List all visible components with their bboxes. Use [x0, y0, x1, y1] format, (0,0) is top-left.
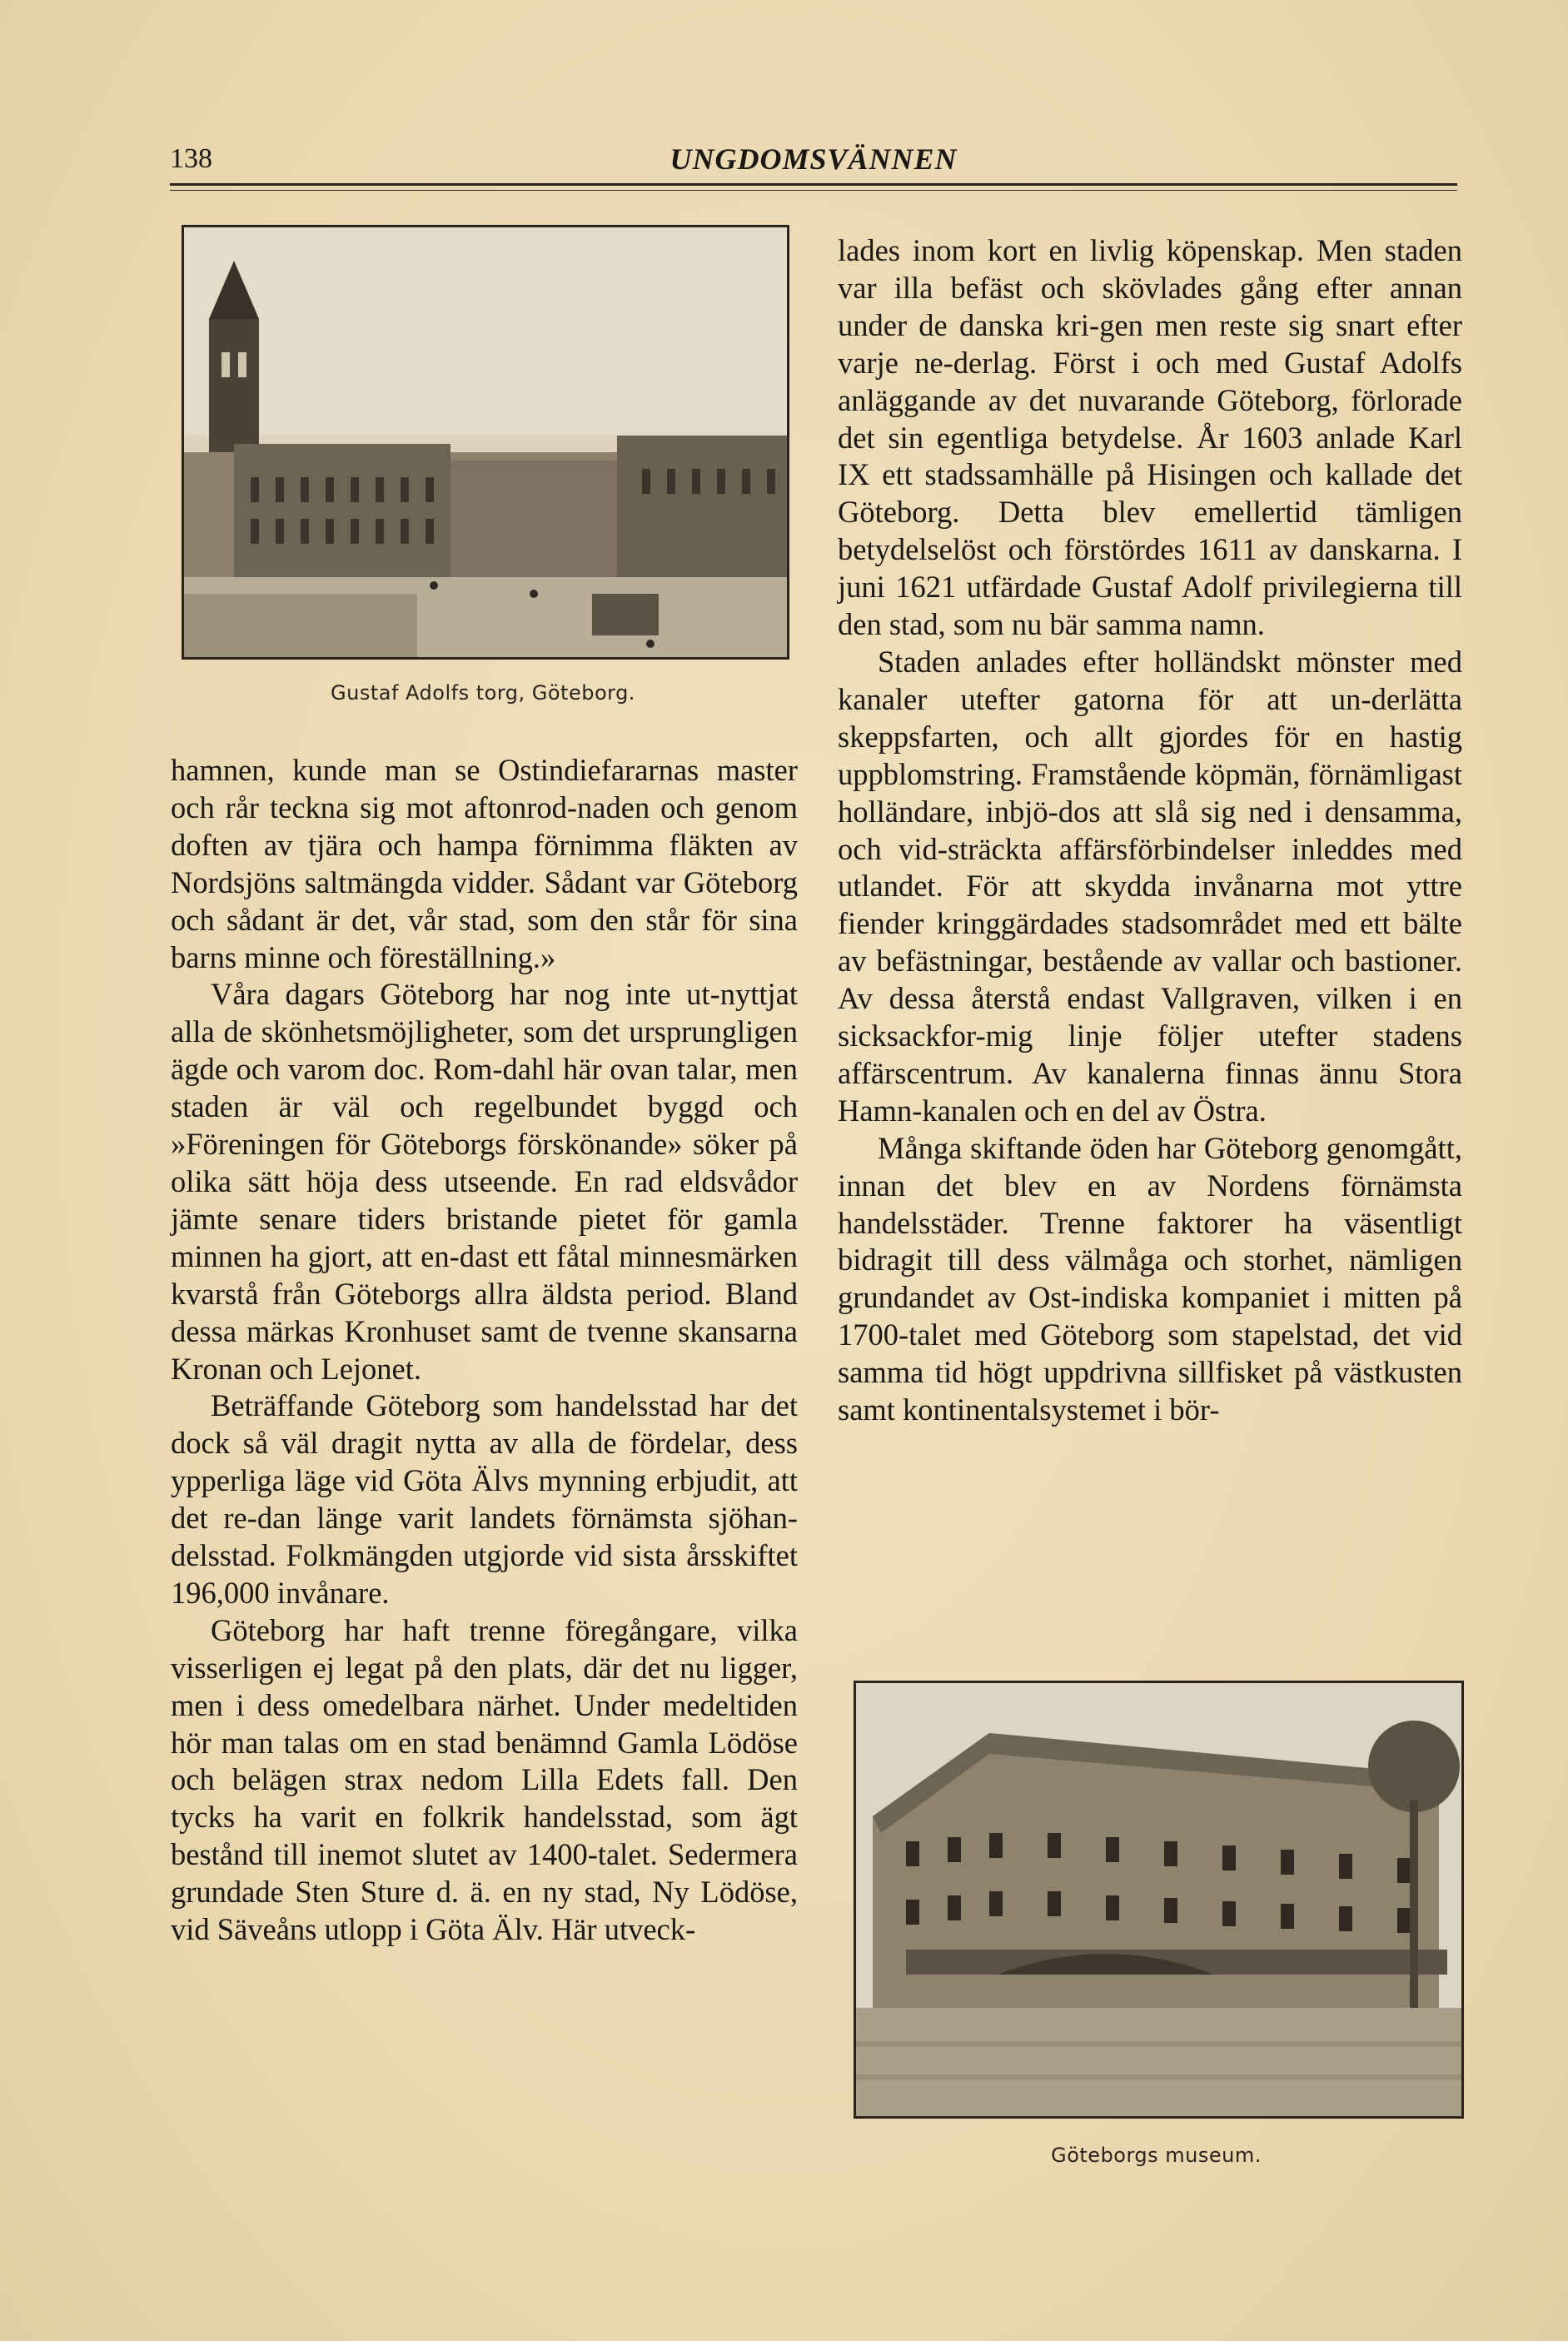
photo-gustaf-adolfs-torg-image	[184, 227, 787, 657]
left-paragraph-1: hamnen, kunde man se Ostindiefararnas master och rår teckna sig mot aftonrod-naden och genom doften av tjära och hampa förnimma fläkten av Nordsjöns saltmängda vidder. Sådant var Göteborg och sådant är det, vår stad, som den står för sina barns minne och föreställning.»	[171, 753, 798, 974]
right-column	[838, 232, 1462, 1429]
caption-top-left: Gustaf Adolfs torg, Göteborg.	[331, 681, 635, 705]
page-number: 138	[170, 143, 212, 174]
header-rule-thin	[170, 190, 1457, 191]
left-paragraph-3: Beträffande Göteborg som handelsstad har det dock så väl dragit nytta av alla de fördelar, dess ypperliga läge vid Göta Älvs mynning erbjudit, att det re-dan länge varit landets förnämsta sjöhan-delsstad. Folkmängden utgjorde vid sista årsskiftet 196,000 invånare.	[171, 1388, 798, 1610]
right-paragraph-1: lades inom kort en livlig köpenskap. Men staden var illa befäst och skövlades gång efter annan under de danska kri-gen men reste sig snart efter varje ne-derlag. Först i och med Gustaf Adolfs anläggande av det nuvarande Göteborg, förlorade det sin egentliga betydelse. År 1603 anlade Karl IX ett stadssamhälle på Hisingen och kallade det Göteborg. Detta blev emellertid tämligen betydelselöst och förstördes 1611 av danskarna. I juni 1621 utfärdade Gustaf Adolf privilegierna till den stad, som nu bär samma namn.	[838, 233, 1462, 642]
photo-goteborgs-museum	[854, 1681, 1464, 2119]
left-paragraph-4: Göteborg har haft trenne föregångare, vilka visserligen ej legat på den plats, där det nu ligger, men i dess omedelbara närhet. Under medeltiden hör man talas om en stad benämnd Gamla Lödöse och belägen strax nedom Lilla Edets fall. Den tycks ha varit en folkrik handelsstad, som ägt bestånd till inemot slutet av 1400-talet. Sedermera grundade Sten Sture d. ä. en ny stad, Ny Lödöse, vid Säveåns utlopp i Göta Älv. Här utveck-	[171, 1612, 798, 1947]
header-rule	[170, 183, 1457, 186]
right-paragraph-3: Många skiftande öden har Göteborg genomgått, innan det blev en av Nordens förnämsta handelsstäder. Trenne faktorer ha väsentligt bidragit till dess välmåga och storhet, nämligen grundandet av Ost-indiska kompaniet i mitten på 1700-talet med Göteborg som stapelstad, det vid samma tid högt uppdrivna sillfisket på västkusten samt kontinentalsystemet i bör-	[838, 1130, 1462, 1427]
left-column	[171, 752, 798, 1949]
page-header	[170, 142, 1457, 183]
right-paragraph-2: Staden anlades efter holländskt mönster med kanaler utefter gatorna för att un-derlätta skeppsfarten, och allt gjordes för en hastig uppblomstring. Framstående köpmän, förnämligast holländare, inbjö-dos att slå sig ned i densamma, och vid-sträckta affärsförbindelser inleddes med utlandet. För att skydda invånarna mot yttre fiender kringgärdades stadsområdet med ett bälte av befästningar, bestående av vallar och bastioner. Av dessa återstå endast Vallgraven, vilken i en sicksackfor-mig linje följer utefter stadens affärscentrum. Av kanalerna finnas ännu Stora Hamn-kanalen och en del av Östra.	[838, 644, 1462, 1128]
left-paragraph-2: Våra dagars Göteborg har nog inte ut-nyttjat alla de skönhetsmöjligheter, som det ursprungligen ägde och varom doc. Rom-dahl här ovan talar, men staden är väl och regelbundet byggd och »Föreningen för Göteborgs förskönande» söker på olika sätt höja dess utseende. En rad eldsvådor jämte senare tiders bristande pietet för gamla minnen ha gjort, att en-dast ett fåtal minnesmärken kvarstå från Göteborgs allra äldsta period. Bland dessa märkas Kronhuset samt de tvenne skansarna Kronan och Lejonet.	[171, 977, 798, 1386]
photo-goteborgs-museum-image	[856, 1683, 1461, 2116]
photo-gustaf-adolfs-torg	[182, 225, 789, 660]
caption-bottom-right: Göteborgs museum.	[1051, 2144, 1262, 2167]
journal-title: UNGDOMSVÄNNEN	[670, 142, 958, 176]
